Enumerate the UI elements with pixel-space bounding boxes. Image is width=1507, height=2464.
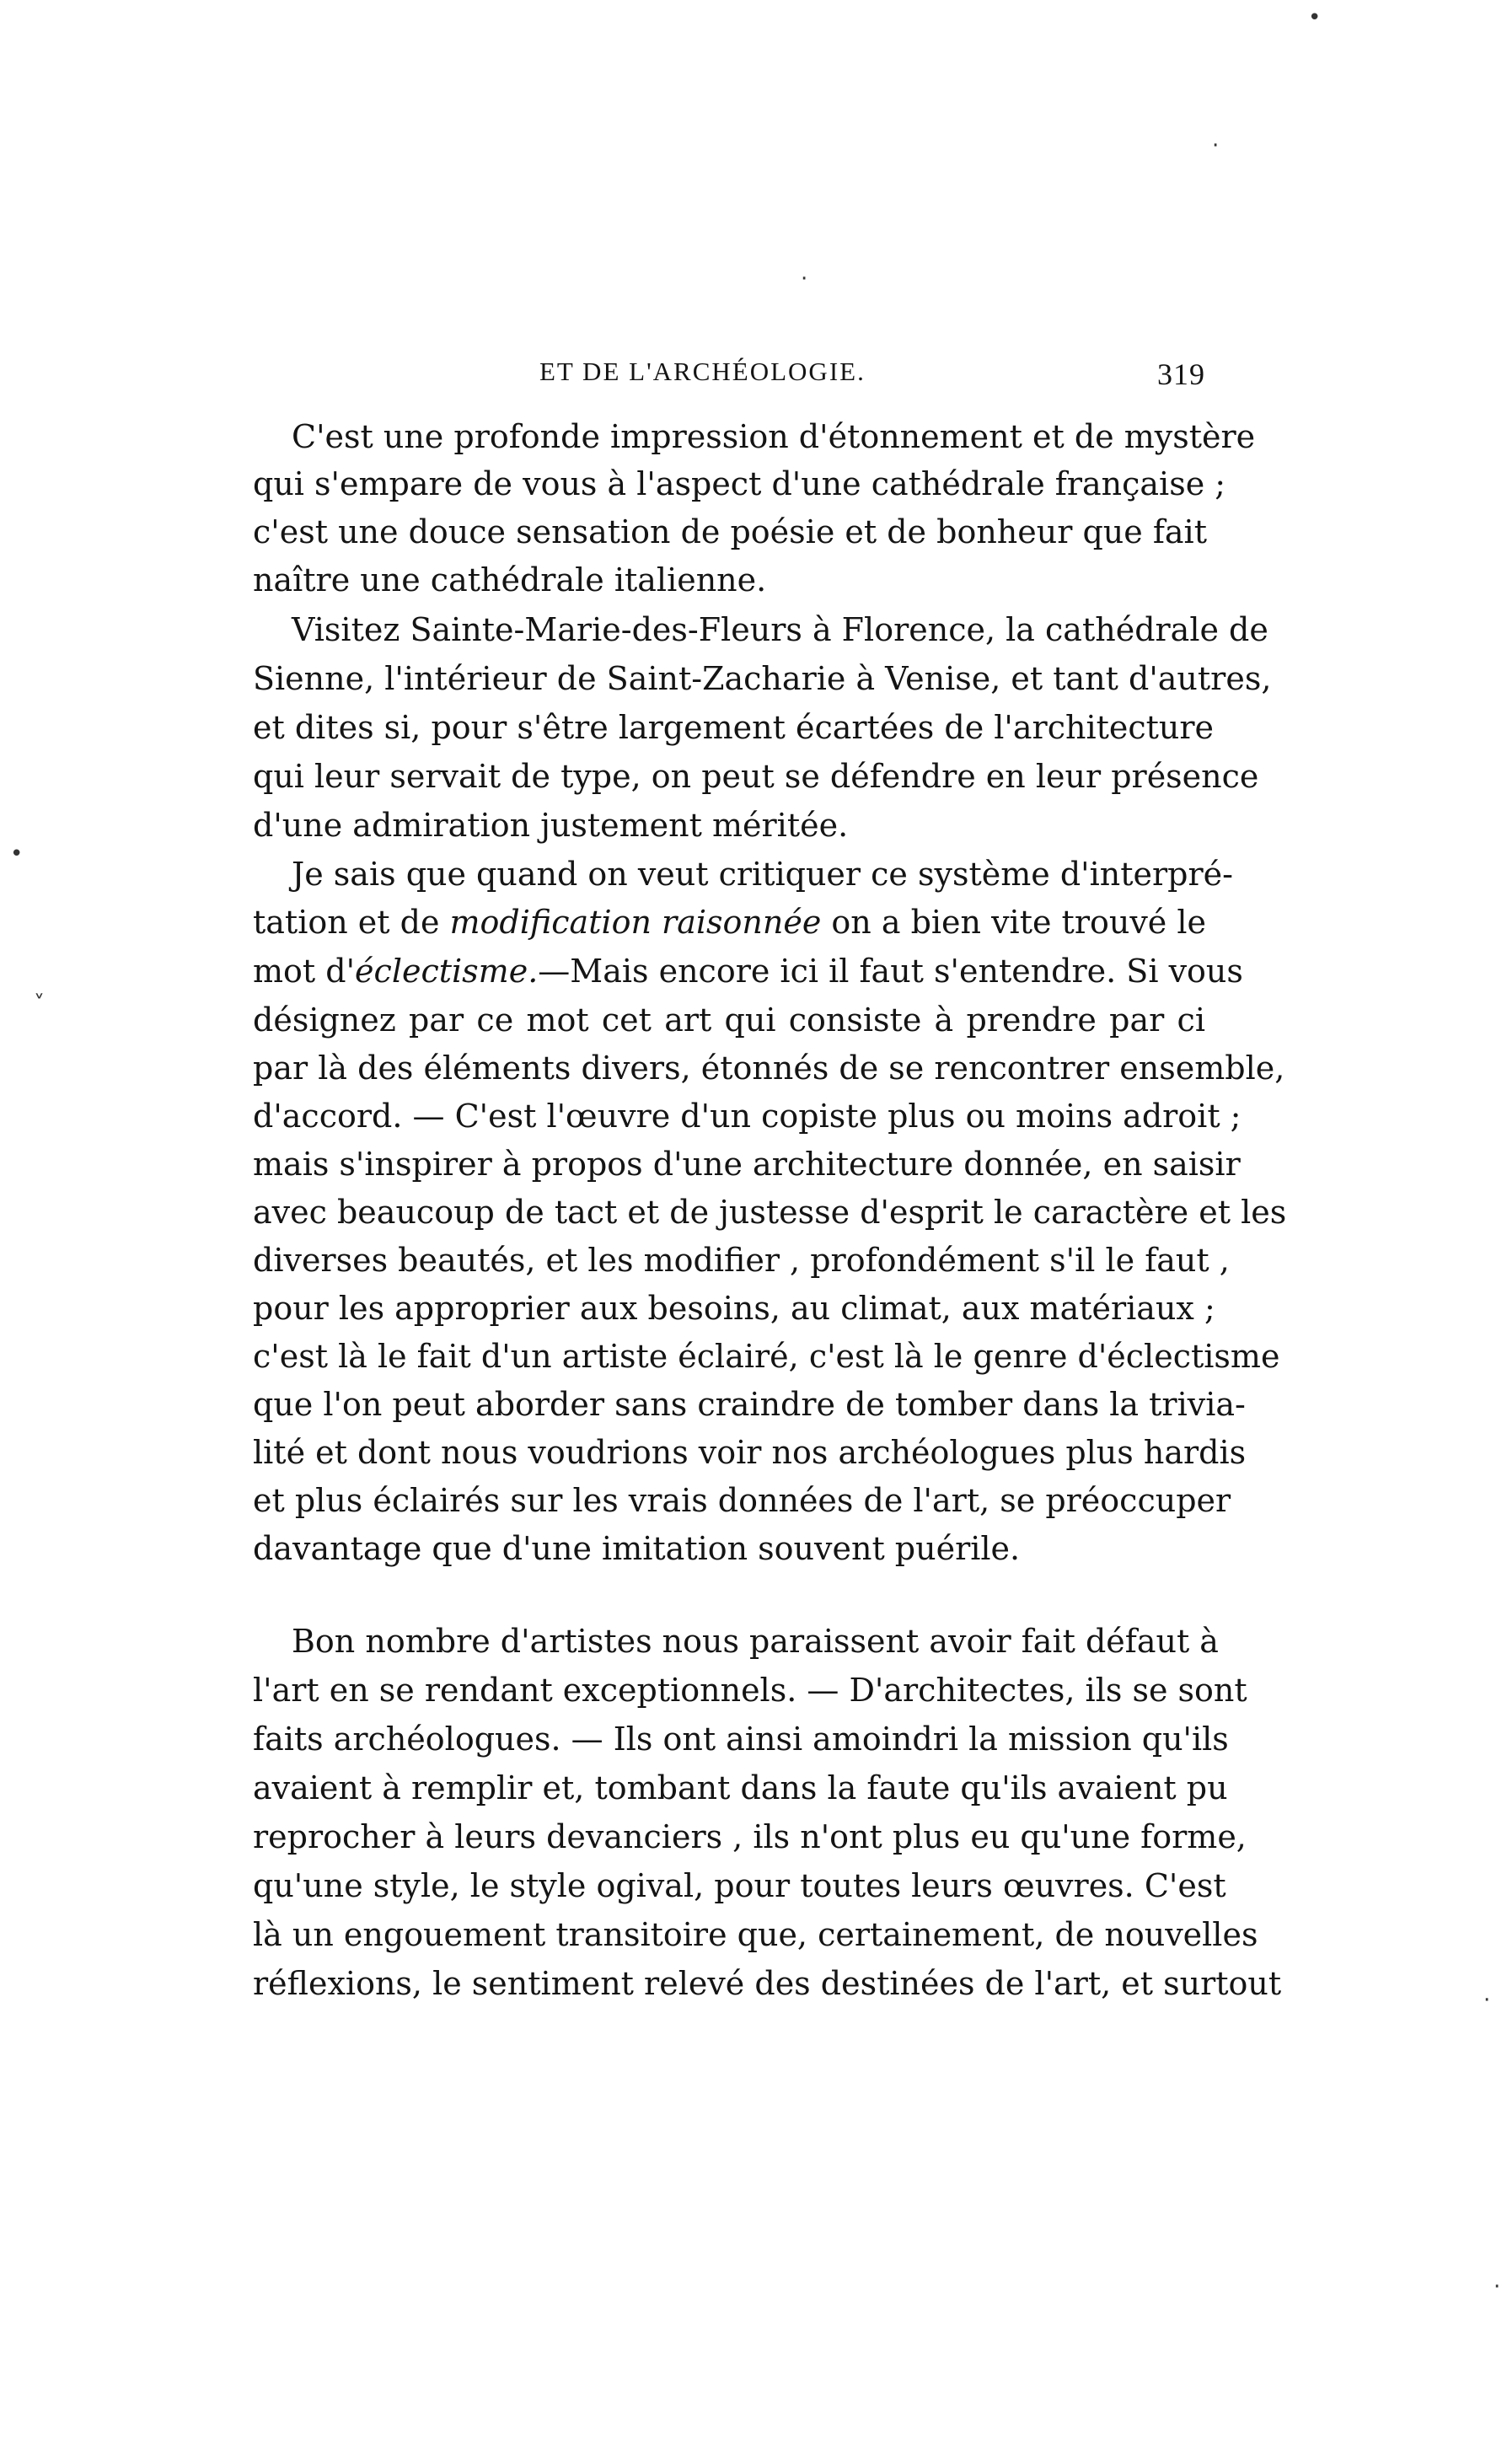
text-line-with-italic — [253, 899, 1205, 946]
text-line: avaient à remplir et, tombant dans la faute qu'ils avaient pu — [253, 1769, 1228, 1806]
text-run: mot d' — [253, 953, 356, 990]
text-line: mais s'inspirer à propos d'une architecture donnée, en saisir — [253, 1146, 1241, 1183]
text-line: diverses beautés, et les modifier , profondément s'il le faut , — [253, 1242, 1230, 1279]
scan-speck: • — [10, 841, 24, 867]
scan-speck: · — [801, 266, 808, 292]
text-line: lité et dont nous voudrions voir nos archéologues plus hardis — [253, 1434, 1247, 1471]
scan-speck: · — [1494, 2274, 1501, 2300]
text-line: reprocher à leurs devanciers , ils n'ont plus eu qu'une forme, — [253, 1818, 1247, 1855]
text-line: d'une admiration justement méritée. — [253, 807, 849, 844]
running-head-title: ET DE L'ARCHÉOLOGIE. — [539, 357, 866, 386]
text-line: désignez par ce mot cet art qui consiste à prendre par ci — [253, 1001, 1205, 1039]
text-line-with-italic — [253, 947, 1243, 995]
text-line: d'accord. — C'est l'œuvre d'un copiste plus ou moins adroit ; — [253, 1098, 1242, 1135]
text-line: et dites si, pour s'être largement écartées de l'architecture — [253, 709, 1215, 746]
text-line: qui s'empare de vous à l'aspect d'une cathédrale française ; — [253, 465, 1226, 502]
text-line: l'art en se rendant exceptionnels. — D'architectes, ils se sont — [253, 1672, 1247, 1709]
scan-speck: ˅ — [34, 991, 45, 1017]
page-number: 319 — [1157, 357, 1205, 391]
text-line: naître une cathédrale italienne. — [253, 561, 767, 599]
italic-word: éclectisme. — [355, 953, 539, 990]
text-line: avec beaucoup de tact et de justesse d'esprit le caractère et les — [253, 1194, 1287, 1231]
text-line: c'est une douce sensation de poésie et de bonheur que fait — [253, 513, 1207, 550]
text-line: et plus éclairés sur les vrais données de l'art, se préoccuper — [253, 1482, 1231, 1519]
text-line: là un engouement transitoire que, certainement, de nouvelles — [253, 1916, 1258, 1953]
text-line: Visitez Sainte-Marie-des-Fleurs à Florence, la cathédrale de — [292, 611, 1268, 648]
scan-speck: · — [1212, 133, 1220, 158]
italic-phrase: modification raisonnée — [449, 904, 822, 941]
running-head — [253, 357, 1205, 399]
text-line: qu'une style, le style ogival, pour toutes leurs œuvres. C'est — [253, 1867, 1226, 1904]
text-run: on a bien vite trouvé le — [821, 904, 1207, 941]
text-line: Sienne, l'intérieur de Saint-Zacharie à Venise, et tant d'autres, — [253, 660, 1272, 697]
scan-speck: · — [1483, 1988, 1491, 2013]
text-line: Je sais que quand on veut critiquer ce système d'interpré- — [292, 856, 1233, 893]
text-line: que l'on peut aborder sans craindre de tomber dans la trivia- — [253, 1386, 1246, 1423]
text-run: —Mais encore ici il faut s'entendre. Si vous — [538, 953, 1243, 990]
scan-speck: • — [1308, 5, 1322, 30]
text-line: par là des éléments divers, étonnés de se rencontrer ensemble, — [253, 1049, 1285, 1087]
text-line: qui leur servait de type, on peut se défendre en leur présence — [253, 758, 1259, 795]
text-line: c'est là le fait d'un artiste éclairé, c'est là le genre d'éclectisme — [253, 1338, 1280, 1375]
text-line: réflexions, le sentiment relevé des destinées de l'art, et surtout — [253, 1965, 1282, 2002]
text-line: Bon nombre d'artistes nous paraissent avoir fait défaut à — [292, 1623, 1219, 1660]
text-line: pour les approprier aux besoins, au climat, aux matériaux ; — [253, 1290, 1215, 1327]
text-run: tation et de — [253, 904, 450, 941]
text-line: faits archéologues. — Ils ont ainsi amoindri la mission qu'ils — [253, 1721, 1229, 1758]
text-line: C'est une profonde impression d'étonnement et de mystère — [292, 418, 1256, 455]
text-line: davantage que d'une imitation souvent puérile. — [253, 1530, 1021, 1567]
